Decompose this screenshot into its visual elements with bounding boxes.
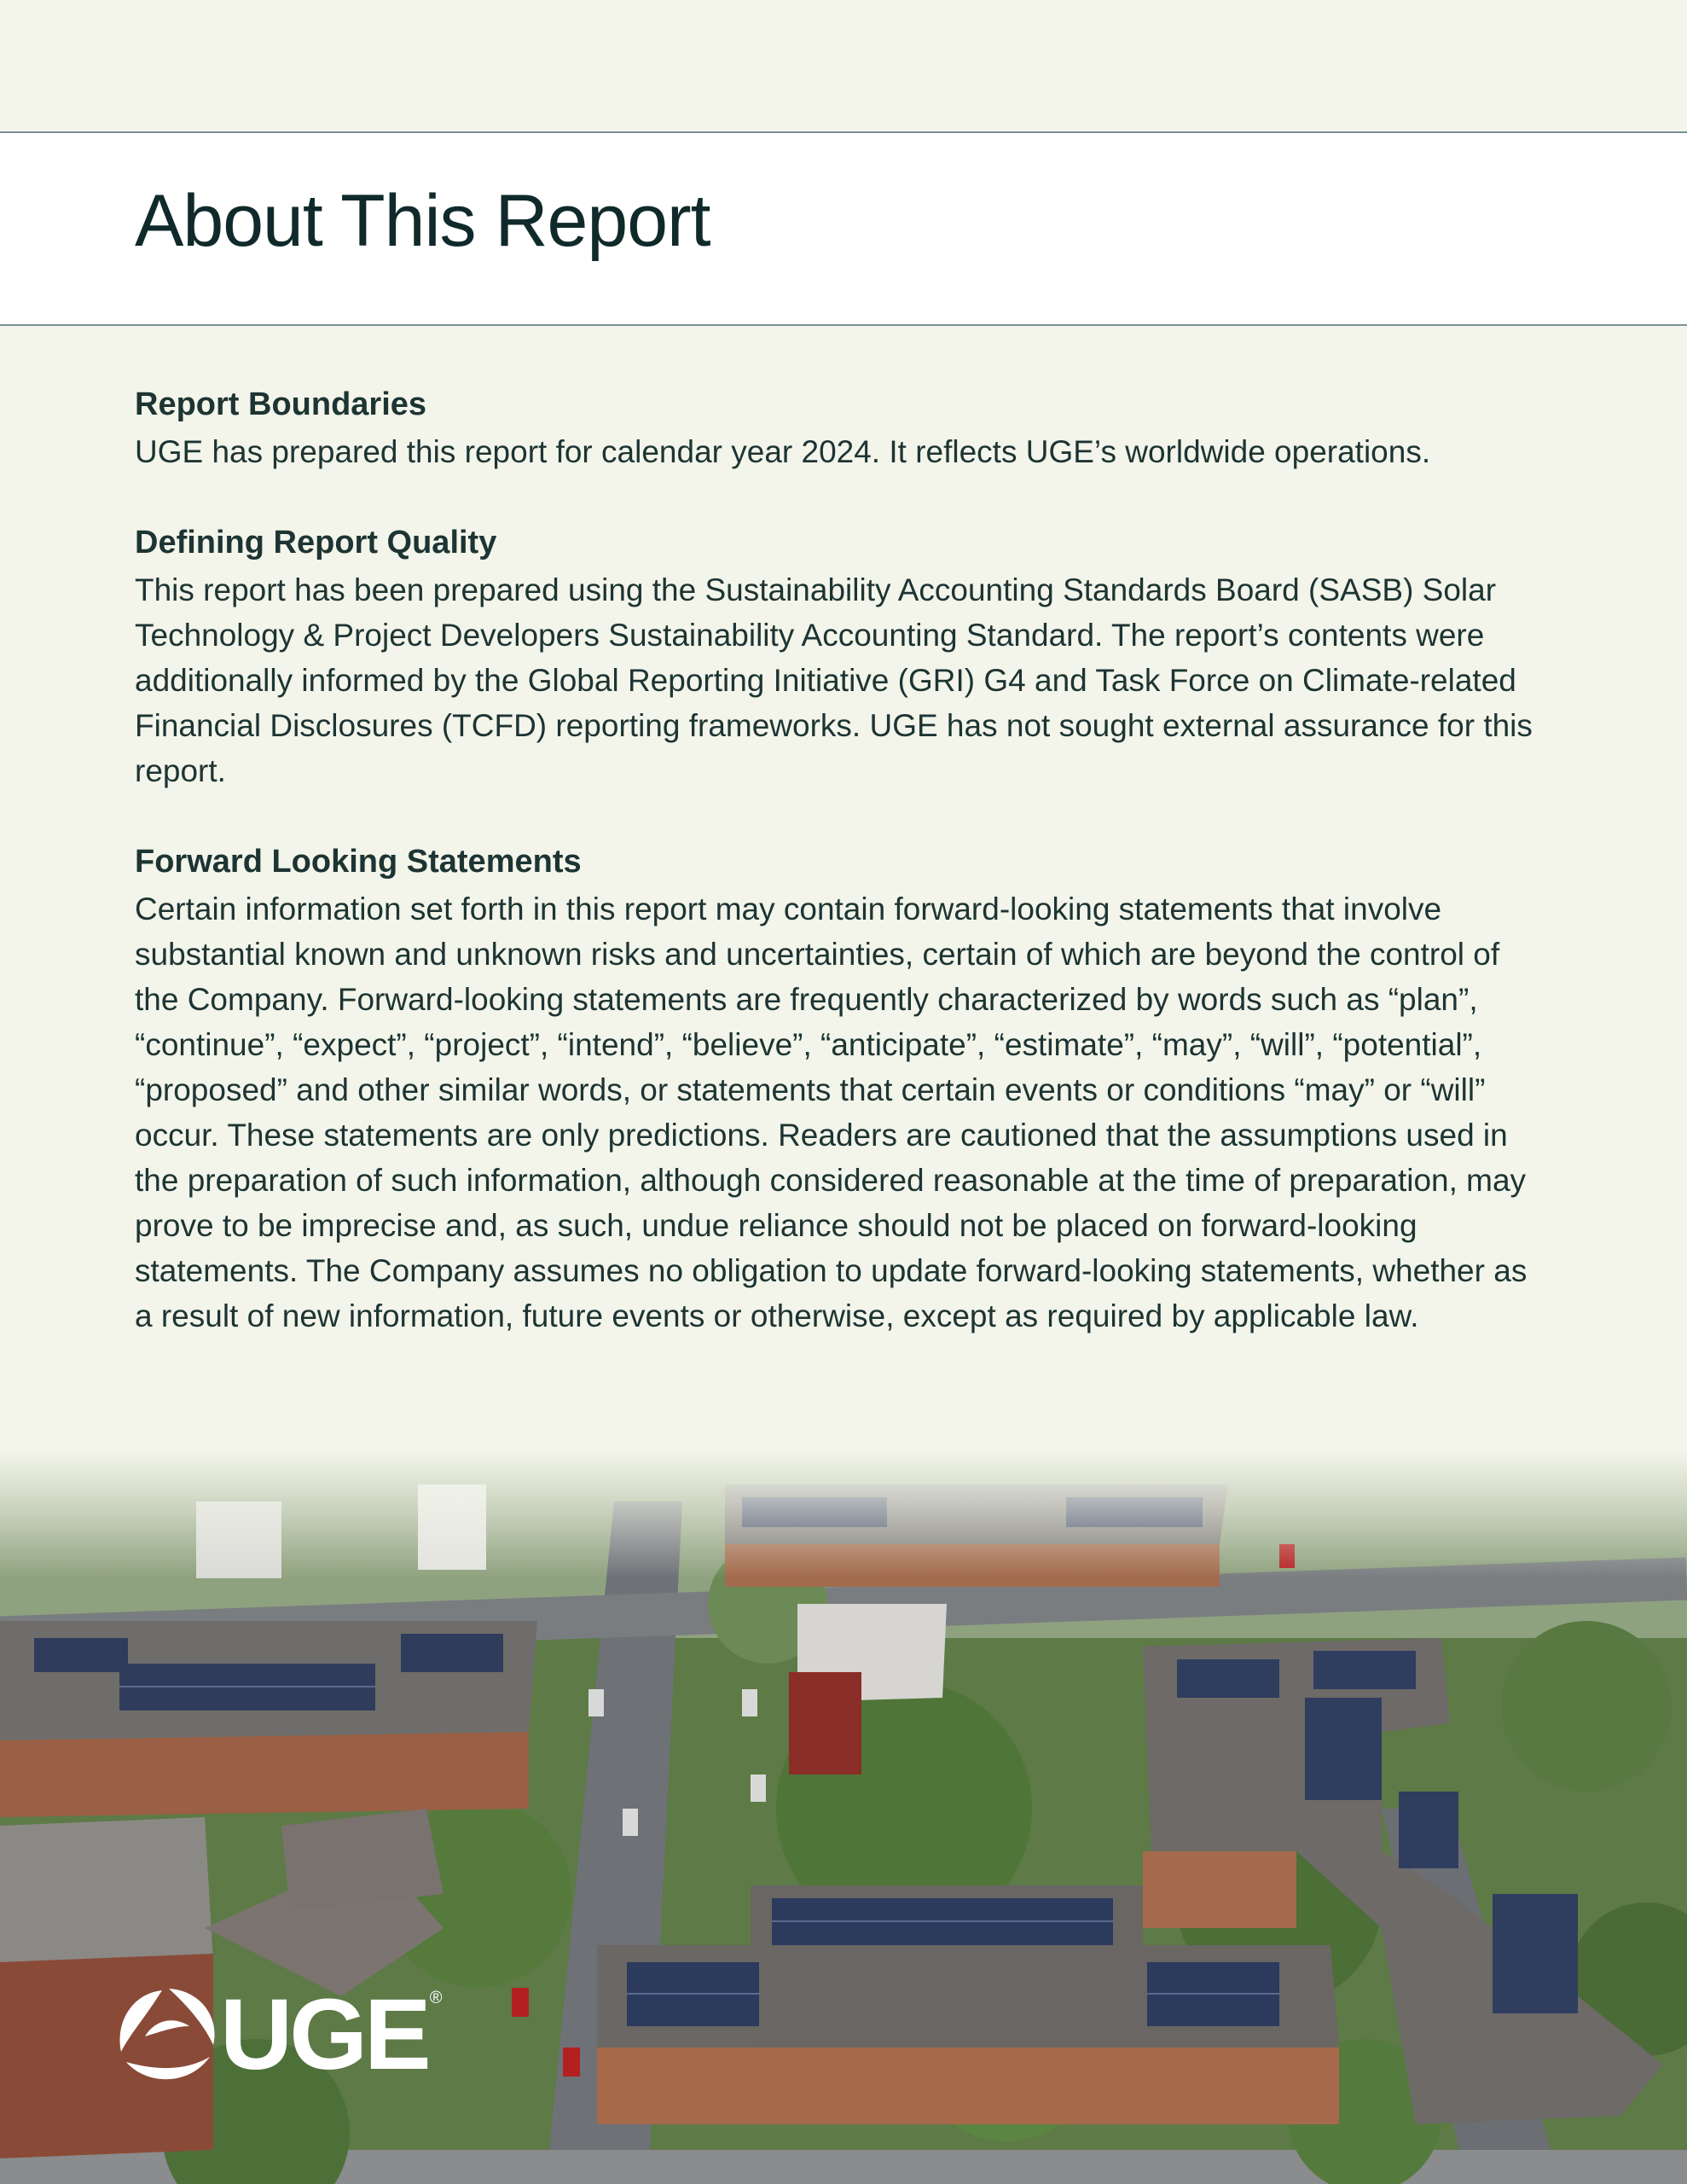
section-heading: Forward Looking Statements (135, 844, 582, 880)
section-heading: Report Boundaries (135, 386, 427, 422)
section-heading: Defining Report Quality (135, 525, 497, 561)
section-body: Certain information set forth in this report may contain forward-looking statements that involve substantial known and unknown risks and uncertainties, certain of which are beyond the control of the Company. Forward-looking statements are frequently characterized by words such as “plan”, “continue”, “expect”, “project”, “intend”, “believe”, “anticipate”, “estimate”, “may”, “will”, “potential”, “proposed” and other similar words, or statements that certain events or conditions “may” or “will” occur. These statements are only predictions. Readers are cautioned that the assumptions used in the preparation of such information, although considered reasonable at the time of preparation, may prove to be imprecise and, as such, undue reliance should not be placed on forward-looking statements. The Company assumes no obligation to update forward-looking statements, whether as a result of new information, future events or otherwise, except as required by applicable law. (135, 892, 1528, 1333)
top-band (0, 0, 1687, 132)
report-content (135, 382, 1551, 1385)
section-report-boundaries (135, 382, 1551, 474)
section-forward-looking-statements (135, 839, 1551, 1339)
title-band (0, 131, 1687, 326)
section-body: UGE has prepared this report for calendar year 2024. It reflects UGE’s worldwide operations. (135, 434, 1431, 469)
leaf-logo-icon (111, 1984, 222, 2086)
uge-logo (111, 1978, 443, 2091)
page-title: About This Report (135, 180, 710, 262)
photo-fade (0, 1450, 1687, 1578)
section-body: This report has been prepared using the Sustainability Accounting Standards Board (SASB) Solar Technology & Project Developers Sustainability Accounting Standard. The report’s contents were additionally informed by the Global Reporting Initiative (GRI) G4 and Task Force on Climate-related Financial Disclosures (TCFD) reporting frameworks. UGE has not sought external assurance for this report. (135, 572, 1533, 788)
registered-mark: ® (429, 1989, 443, 2007)
logo-wordmark: UGE (220, 1978, 428, 2091)
section-defining-report-quality (135, 520, 1551, 793)
